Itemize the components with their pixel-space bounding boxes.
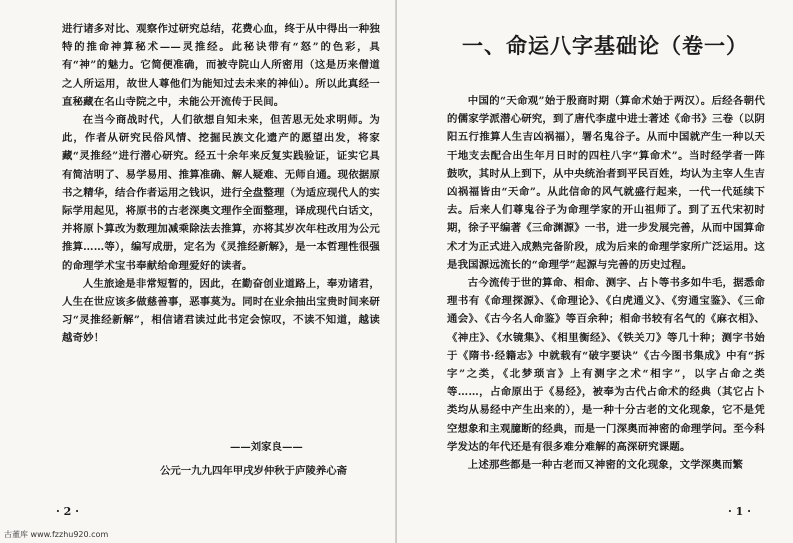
chapter-title: 一、命运八字基础论（卷一） [462,34,748,58]
left-paragraph: 进行诸多对比、观察作过研究总结，花费心血，终于从中得出一种独特的推命神算秘术——灵推经。此秘诀带有“怒”的色彩，具有“神”的魅力。它简便准确，而被寺院山人所密用（这是历来僧道之人所运用，故世人尊他们为能知过去未来的神仙）。所以此真经一直秘藏在名山寺院之中，未能公开流传于民间。 [62,23,380,108]
right-page-body [447,92,765,474]
signature-date: 公元一九九四年甲戌岁仲秋于庐陵养心斋 [160,465,348,477]
right-paragraph: 上述那些都是一种古老而又神密的文化现象，文学深奥而繁 [467,459,744,472]
left-paragraph: 在当今商战时代，人们欲想自知未来，但苦思无处求明师。为此，作者从研究民俗风情、挖掘民族文化遗产的愿望出发，将家藏“灵推经”进行潜心研究。经五十余年来反复实践验证，证实它具有简洁明了、易学易用、推算准确、解人疑难、无师自通。现依据原书之精华，结合作者运用之钱识，进行全盘整理（为适应现代人的实际学用起见，将原书的古老深奥文理作全面整理，译成现代白话文，并将原卜算改为数理加减乘除法去推算，亦将其岁次年柱改用为公元推算……等），编写成册，定名为《灵推经新解》，是一本哲理性很强的命理学术宝书奉献给命理爱好的读者。 [62,114,380,272]
left-page [0,0,396,543]
right-paragraph: 中国的“天命观”始于殷商时期（算命术始于两汉）。后经各朝代的儒家学派潜心研究，到了唐代李虚中进士著述《命书》三卷（以阴阳五行推算人生吉凶祸福），署名鬼谷子。从而中国就产生一种以天干地支去配合出生年月日时的四柱八字“算命术”。当时经学者一阵鼓吹，其时从上到下，从中央统治者到平民百姓，均认为主宰人生吉凶祸福皆由“天命”。从此信命的风气就盛行起来，一代一代延续下去。后来人们尊鬼谷子为命理学家的开山祖师了。到了五代宋初时期，徐子平编著《三命渊源》一书，进一步发展完善，从而中国算命术才为正式进入成熟完备阶段，成为后来的命理学家所广泛运用。这是我国源远流长的“命理学”起源与完善的历史过程。 [447,95,765,271]
right-paragraph: 古今流传于世的算命、相命、测字、占卜等书多如牛毛，据悉命理书有《命理探源》、《命理论》、《白虎通义》、《穷通宝鉴》、《三命通会》、《古今名人命鉴》等百余种；相命书较有名气的《麻衣相》、《神庄》、《水镜集》、《相里衡经》、《铁关刀》等几十种；测字书始于《隋书·经籍志》中就载有“破字要诀”《古今图书集成》中有“拆字”之类，《北梦琐言》上有测字之术“相字”，以字占命之类等……，占命原出于《易经》，被奉为古代占命术的经典（其它占卜类均从易经中产生出来的），是一种十分古老的文化现象，它不是凭空想象和主观臆断的经典，而是一门深奥而神密的命理学问。至今科学发达的年代还是有很多难分难解的高深研究课题。 [447,277,765,453]
left-paragraph: 人生旅途是非常短暂的，因此，在勤奋创业道路上，奉劝诸君，人生在世应该多做慈善事，恶事莫为。同时在业余抽出宝贵时间来研习“灵推经新解”，相信诸君读过此书定会惊叹，不读不知道，越读越奇妙！ [62,277,380,345]
site-watermark: 古董库 www.fzzhu920.com [4,530,109,539]
page-number-right: · 1 · [728,505,751,518]
left-page-body [62,20,380,348]
author-signature: ——刘家良—— [230,441,303,453]
page-number-left: · 2 · [56,505,79,518]
